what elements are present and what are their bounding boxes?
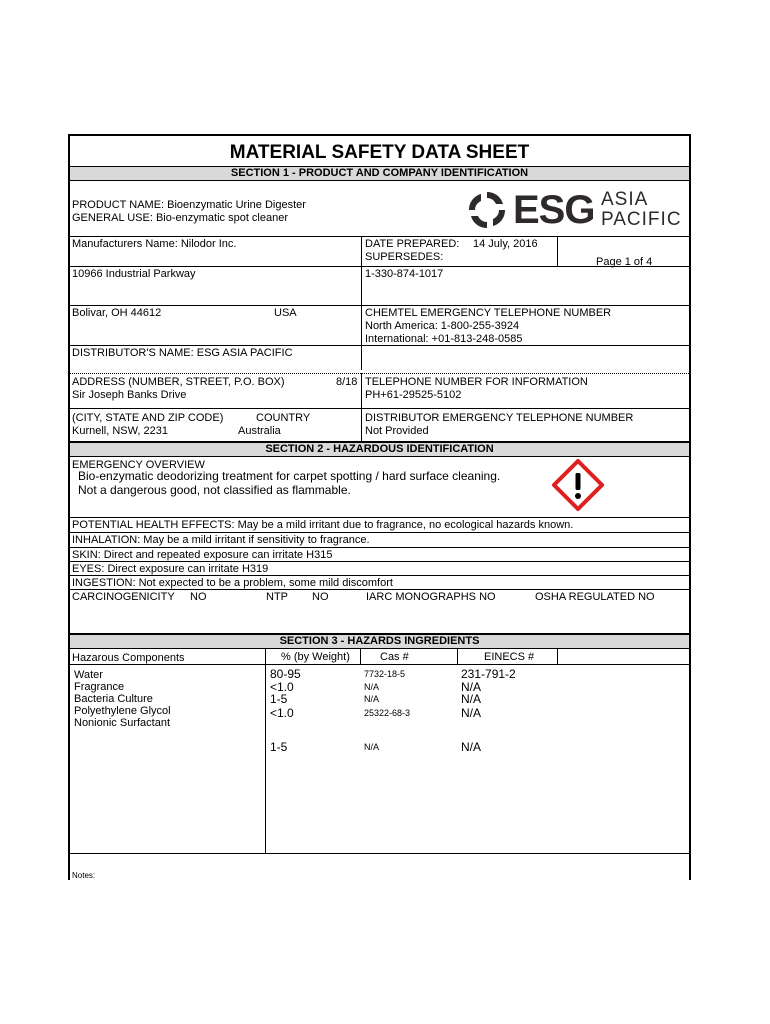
eyes: EYES: Direct exposure can irritate H319 [72, 563, 269, 575]
logo-asia-text: ASIA [601, 189, 649, 210]
manufacturer-phone: 1-330-874-1017 [365, 268, 444, 280]
component-weight: 1-5 [270, 740, 288, 754]
rule [557, 649, 558, 664]
frame-left [68, 134, 70, 880]
emergency-overview-label: EMERGENCY OVERVIEW [72, 459, 205, 471]
rule [557, 236, 558, 267]
distributor-emergency-label: DISTRIBUTOR EMERGENCY TELEPHONE NUMBER [365, 412, 634, 424]
general-use: GENERAL USE: Bio-enzymatic spot cleaner [72, 212, 289, 224]
component-cas: 7732-18-5 [364, 669, 406, 679]
carcinogenicity-label: CARCINOGENICITY [72, 591, 175, 603]
emergency-overview-line1: Bio-enzymatic deodorizing treatment for carpet spotting / hard surface cleaning. [78, 469, 501, 483]
col-cas: Cas # [380, 651, 409, 663]
component-cas: N/A [364, 682, 380, 692]
component-einecs: N/A [461, 680, 482, 694]
osha-regulated: OSHA REGULATED NO [535, 591, 655, 603]
rule [70, 236, 689, 237]
logo-pacific-text: PACIFIC [601, 209, 682, 230]
component-name: Fragrance [74, 681, 125, 693]
rule [70, 853, 689, 854]
component-weight: 1-5 [270, 692, 288, 706]
logo-swirl-icon [465, 188, 509, 232]
supersedes-label: SUPERSEDES: [365, 251, 444, 263]
rule [70, 408, 689, 409]
component-name: Polyethylene Glycol [74, 705, 171, 717]
rule [265, 649, 266, 853]
product-name: PRODUCT NAME: Bioenzymatic Urine Digester [72, 199, 306, 211]
component-weight: <1.0 [270, 680, 294, 694]
notes-label: Notes: [72, 871, 96, 880]
rule [70, 373, 689, 374]
emergency-overview-line2: Not a dangerous good, not classified as flammable. [78, 483, 351, 497]
company-logo [465, 188, 680, 232]
rule [360, 649, 361, 664]
col-einecs: EINECS # [484, 651, 535, 663]
section3-heading: SECTION 3 - HAZARDS INGREDIENTS [70, 633, 689, 649]
exclamation-hazard-icon [552, 459, 604, 511]
frame-top [68, 134, 691, 136]
component-einecs: N/A [461, 740, 482, 754]
potential-health-effects: POTENTIAL HEALTH EFFECTS: May be a mild irritant due to fragrance, no ecological hazards known. [72, 519, 574, 531]
rule [361, 236, 362, 370]
component-cas: N/A [364, 694, 380, 704]
skin: SKIN: Direct and repeated exposure can irritate H315 [72, 549, 333, 561]
col-weight: % (by Weight) [281, 651, 350, 663]
distributor-emergency-value: Not Provided [365, 425, 429, 437]
address-label: ADDRESS (NUMBER, STREET, P.O. BOX) [72, 376, 285, 388]
logo-esg-text: ESG [513, 188, 595, 232]
chemtel-label: CHEMTEL EMERGENCY TELEPHONE NUMBER [365, 307, 612, 319]
distributor-name: DISTRIBUTOR'S NAME: ESG ASIA PACIFIC [72, 347, 293, 359]
manufacturer-city: Bolivar, OH 44612 [72, 307, 162, 319]
col-components: Hazarous Components [72, 652, 185, 664]
component-name: Water [74, 669, 103, 681]
chemtel-international: International: +01-813-248-0585 [365, 333, 523, 345]
city-zip-value: Kurnell, NSW, 2231 [72, 425, 168, 437]
document-title: MATERIAL SAFETY DATA SHEET [229, 142, 530, 163]
component-name: Nonionic Surfactant [74, 717, 170, 729]
rule [361, 373, 362, 441]
component-einecs: N/A [461, 706, 482, 720]
rule [70, 266, 689, 267]
ntp-label: NTP [266, 591, 288, 603]
iarc-monographs: IARC MONOGRAPHS NO [366, 591, 496, 603]
info-phone-label: TELEPHONE NUMBER FOR INFORMATION [365, 376, 588, 388]
inhalation: INHALATION: May be a mild irritant if sensitivity to fragrance. [72, 534, 370, 546]
rule [70, 589, 689, 590]
rule [70, 575, 689, 576]
rule [70, 664, 689, 665]
info-phone-value: PH+61-29525-5102 [365, 389, 462, 401]
rule [70, 547, 689, 548]
page-number: Page 1 of 4 [596, 256, 653, 268]
manufacturer-name: Manufacturers Name: Nilodor Inc. [72, 238, 237, 250]
rule [70, 561, 689, 562]
section1-heading: SECTION 1 - PRODUCT AND COMPANY IDENTIFICATION [70, 166, 689, 181]
rule [70, 345, 689, 346]
frame-right [689, 134, 691, 880]
component-cas: 25322-68-3 [364, 708, 411, 718]
component-weight: 80-95 [270, 667, 301, 681]
section2-heading: SECTION 2 - HAZARDOUS IDENTIFICATION [70, 441, 689, 457]
component-einecs: N/A [461, 692, 482, 706]
chemtel-north-america: North America: 1-800-255-3924 [365, 320, 520, 332]
rule [70, 532, 689, 533]
rule [70, 305, 689, 306]
country-value: Australia [238, 425, 281, 437]
address-number: 8/18 [336, 376, 358, 388]
component-weight: <1.0 [270, 706, 294, 720]
component-cas: N/A [364, 742, 380, 752]
city-zip-label: (CITY, STATE AND ZIP CODE) [72, 412, 224, 424]
component-einecs: 231-791-2 [461, 667, 516, 681]
component-name: Bacteria Culture [74, 693, 153, 705]
address-street: Sir Joseph Banks Drive [72, 389, 187, 401]
country-label: COUNTRY [256, 412, 311, 424]
date-prepared-label: DATE PREPARED: [365, 238, 460, 250]
manufacturer-country: USA [274, 307, 297, 319]
ingestion: INGESTION: Not expected to be a problem, some mild discomfort [72, 577, 393, 589]
ntp-value: NO [312, 591, 329, 603]
carcinogenicity-value: NO [190, 591, 207, 603]
rule [457, 649, 458, 664]
date-prepared-value: 14 July, 2016 [473, 238, 538, 250]
rule [70, 517, 689, 518]
manufacturer-address: 10966 Industrial Parkway [72, 268, 196, 280]
